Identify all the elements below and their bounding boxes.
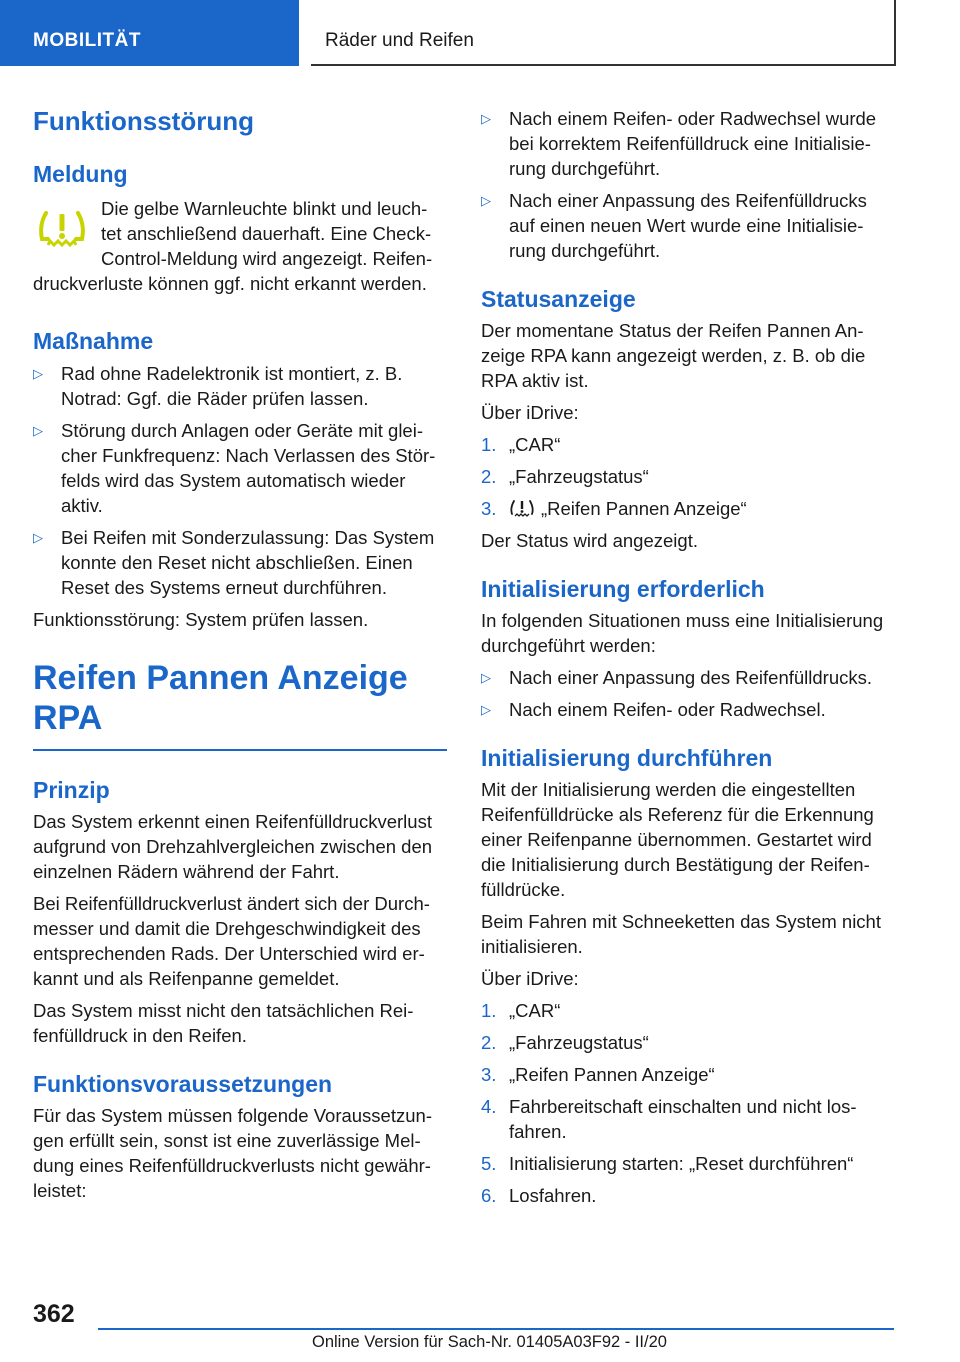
tire-pressure-warning-icon bbox=[33, 200, 91, 258]
ueber-idrive-label: Über iDrive: bbox=[481, 968, 579, 989]
heading-init-erforderlich: Initialisierung erforderlich bbox=[481, 576, 765, 602]
bullet-marker: ▷ bbox=[481, 702, 491, 717]
list-item: ▷ Nach einem Reifen- oder Radwechsel wurde bei korrektem Reifenfülldruck eine Initialisie-rung durchgeführt. bbox=[481, 108, 877, 179]
step-item: 5. Initialisierung starten: „Reset durchführen“ bbox=[481, 1153, 854, 1174]
list-item: ▷ Nach einem Reifen- oder Radwechsel. bbox=[481, 699, 826, 720]
list-item: ▷ Rad ohne Radelektronik ist montiert, z. B. Notrad: Ggf. die Räder prüfen lassen. bbox=[33, 363, 403, 409]
chapter-title: Räder und Reifen bbox=[311, 0, 896, 66]
heading-funktionsstoerung: Funktionsstörung bbox=[33, 106, 254, 136]
statusanzeige-text: Der momentane Status der Reifen Pannen An-zeige RPA kann angezeigt werden, z. B. ob die RPA aktiv ist. bbox=[481, 320, 866, 391]
status-steps bbox=[481, 432, 897, 521]
bullet-marker: ▷ bbox=[481, 111, 491, 126]
ueber-idrive-label: Über iDrive: bbox=[481, 402, 579, 423]
right-column bbox=[481, 106, 897, 1208]
heading-meldung: Meldung bbox=[33, 161, 128, 187]
prinzip-paragraph-2: Bei Reifenfülldruckverlust ändert sich der Durch-messer und damit die Drehgeschwindigkeit des entsprechenden Rads. Der Unterschied wird er-kannt und als Reifenpanne gemeldet. bbox=[33, 893, 430, 989]
list-item: ▷ Störung durch Anlagen oder Geräte mit glei-cher Funkfrequenz: Nach Verlassen des Stör-felds wird das System automatisch wieder aktiv. bbox=[33, 420, 436, 516]
status-result-text: Der Status wird angezeigt. bbox=[481, 530, 698, 551]
meldung-line-1: Die gelbe Warnleuchte blinkt und leuch- bbox=[101, 198, 428, 219]
bullet-marker: ▷ bbox=[481, 193, 491, 208]
heading-rpa-line-2: RPA bbox=[33, 699, 103, 737]
funktionsstoerung-text: Funktionsstörung: System prüfen lassen. bbox=[33, 609, 369, 630]
meldung-line-2: tet anschließend dauerhaft. Eine Check- bbox=[101, 223, 432, 244]
left-column bbox=[33, 100, 447, 1203]
online-version-text: Online Version für Sach-Nr. 01405A03F92 - II/20 bbox=[312, 1333, 667, 1351]
heading-statusanzeige: Statusanzeige bbox=[481, 286, 636, 312]
step-item: 1. „CAR“ bbox=[481, 1000, 561, 1021]
footer-divider bbox=[98, 1328, 894, 1330]
step-item: 2. „Fahrzeugstatus“ bbox=[481, 466, 649, 487]
prinzip-paragraph-3: Das System misst nicht den tatsächlichen Rei-fenfülldruck in den Reifen. bbox=[33, 1000, 414, 1046]
section-tab: MOBILITÄT bbox=[0, 0, 299, 66]
step-item: 3. „Reifen Pannen Anzeige“ bbox=[481, 1064, 715, 1085]
prinzip-paragraph-1: Das System erkennt einen Reifenfülldruckverlust aufgrund von Drehzahlvergleichen zwischen den einzelnen Rädern während der Fahrt. bbox=[33, 811, 433, 882]
heading-rpa-line-1: Reifen Pannen Anzeige bbox=[33, 659, 408, 697]
step-item: 6. Losfahren. bbox=[481, 1185, 597, 1206]
heading-prinzip: Prinzip bbox=[33, 777, 110, 803]
meldung-line-4: druckverluste können ggf. nicht erkannt werden. bbox=[33, 273, 427, 294]
step-item: 2. „Fahrzeugstatus“ bbox=[481, 1032, 649, 1053]
bullet-marker: ▷ bbox=[481, 670, 491, 685]
list-item: ▷ Nach einer Anpassung des Reifenfülldrucks auf einen neuen Wert wurde eine Initialisie-rung durchgeführt. bbox=[481, 190, 867, 261]
list-item: ▷ Bei Reifen mit Sonderzulassung: Das System konnte den Reset nicht abschließen. Einen Reset des Systems erneut durchführen. bbox=[33, 527, 435, 598]
meldung-block bbox=[33, 196, 447, 296]
bullet-marker: ▷ bbox=[33, 423, 43, 438]
page-number: 362 bbox=[33, 1300, 75, 1328]
step-item: 3. „Reifen Pannen Anzeige“ bbox=[481, 498, 747, 519]
heading-funktionsvoraussetzungen: Funktionsvoraussetzungen bbox=[33, 1071, 333, 1097]
page-header bbox=[0, 0, 960, 66]
heading-init-durchfuehren: Initialisierung durchführen bbox=[481, 745, 773, 771]
section-divider bbox=[33, 749, 447, 751]
tire-pressure-status-icon bbox=[509, 498, 535, 518]
init-paragraph-2: Beim Fahren mit Schneeketten das System nicht initialisieren. bbox=[481, 911, 881, 957]
meldung-line-3: Control-Meldung wird angezeigt. Reifen- bbox=[101, 248, 433, 269]
step-item: 1. „CAR“ bbox=[481, 434, 561, 455]
heading-massnahme: Maßnahme bbox=[33, 328, 154, 354]
bullet-marker: ▷ bbox=[33, 366, 43, 381]
list-item: ▷ Nach einer Anpassung des Reifenfülldrucks. bbox=[481, 667, 873, 688]
init-erforderlich-list bbox=[481, 665, 897, 722]
init-erforderlich-text: In folgenden Situationen muss eine Initialisierung durchgeführt werden: bbox=[481, 610, 884, 656]
voraussetzungen-list bbox=[481, 106, 897, 263]
init-paragraph-1: Mit der Initialisierung werden die eingestellten Reifenfülldrücke als Referenz für die Erkennung einer Reifenpanne übernommen. Gestartet wird die Initialisierung durch Bestätigung der Reifen-fülldrücke. bbox=[481, 779, 874, 900]
voraussetzungen-text: Für das System müssen folgende Voraussetzun-gen erfüllt sein, sonst ist eine zuverlässige Mel-dung eines Reifenfülldruckverlusts nicht gewähr-leistet: bbox=[33, 1105, 432, 1201]
massnahme-list bbox=[33, 361, 447, 600]
bullet-marker: ▷ bbox=[33, 530, 43, 545]
step-item: 4. Fahrbereitschaft einschalten und nicht los-fahren. bbox=[481, 1096, 857, 1142]
init-steps bbox=[481, 998, 897, 1208]
